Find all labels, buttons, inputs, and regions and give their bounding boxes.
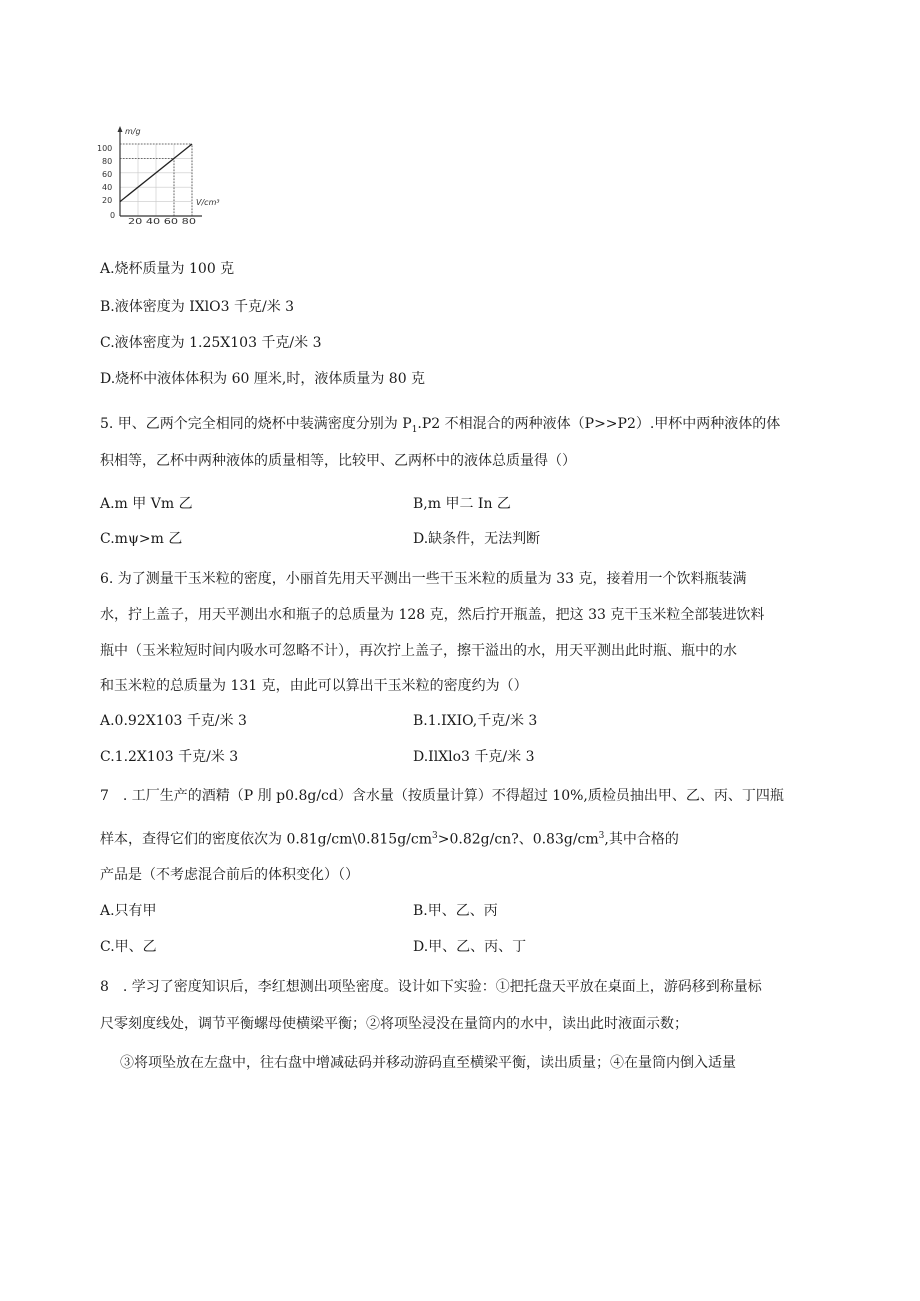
- q5-option-b: B,m 甲二 In 乙: [413, 496, 511, 512]
- q6-option-b: B.1.IXIO,千克/米 3: [413, 713, 538, 729]
- q5-subscript: 1: [411, 424, 418, 435]
- q6-stem-line4: 和玉米粒的总质量为 131 克，由此可以算出干玉米粒的密度约为（）: [100, 678, 528, 694]
- q7-text: >0.82g/cn?、0.83g/cm: [437, 831, 599, 848]
- q6-option-a: A.0.92X103 千克/米 3: [100, 713, 247, 729]
- q6-stem-line3: 瓶中（玉米粒短时间内吸水可忽略不计），再次拧上盖子，擦干溢出的水，用天平测出此时瓶、瓶中的水: [100, 643, 737, 659]
- q6-stem-line2: 水，拧上盖子，用天平测出水和瓶子的总质量为 128 克，然后拧开瓶盖，把这 33 克干玉米粒全部装进饮料: [100, 607, 765, 623]
- y-tick-label: 20: [102, 196, 113, 205]
- q7-stem-line3: 产品是（不考虑混合前后的体积变化）（）: [100, 867, 359, 883]
- q5-text: .P2 不相混合的两种液体（P>>P2）.甲杯中两种液体的体: [417, 416, 781, 432]
- q8-stem-line2: 尺零刻度线处，调节平衡螺母使横梁平衡；②将项坠浸没在量筒内的水中，读出此时液面示数；: [100, 1016, 688, 1032]
- q5-option-d: D.缺条件，无法判断: [413, 531, 541, 547]
- mass-volume-graph: [92, 124, 232, 224]
- q4-option-a: A.烧杯质量为 100 克: [100, 261, 235, 277]
- y-tick-label: 40: [102, 183, 113, 192]
- q7-stem-line2: [100, 826, 679, 850]
- q7-option-a: A.只有甲: [100, 903, 157, 919]
- q5-option-c: C.mψ>m 乙: [100, 531, 183, 547]
- q8-stem-line3: ③将项坠放在左盘中，往右盘中增减砝码并移动游码直至横梁平衡，读出质量；④在量筒内倒入适量: [120, 1055, 736, 1071]
- x-axis-label: V/cm³: [196, 198, 220, 207]
- q7-superscript: 3: [598, 831, 605, 841]
- q8-stem-line1: 8 . 学习了密度知识后，李红想测出项坠密度。设计如下实验：①把托盘天平放在桌面上，游码移到称量标: [100, 979, 762, 995]
- q7-superscript: 3: [432, 831, 438, 841]
- y-tick-label: 60: [102, 170, 113, 179]
- q6-option-d: D.IlXlo3 千克/米 3: [413, 749, 535, 765]
- q7-stem-line1: 7 . 工厂生产的酒精（P 刖 p0.8g/cd）含水量（按质量计算）不得超过 10%,质检员抽出甲、乙、丙、丁四瓶: [100, 788, 784, 804]
- q5-stem-line1: [100, 414, 780, 440]
- x-tick-labels: 20 40 60 80: [128, 217, 196, 224]
- y-axis-label: m/g: [125, 127, 141, 136]
- q7-option-d: D.甲、乙、丙、丁: [413, 939, 527, 955]
- q6-stem-line1: 6. 为了测量干玉米粒的密度，小丽首先用天平测出一些干玉米粒的质量为 33 克，接着用一个饮料瓶装满: [100, 571, 747, 587]
- graph-grid: [120, 144, 192, 216]
- y-tick-labels: [97, 144, 115, 220]
- q5-option-a: A.m 甲 Vm 乙: [100, 496, 193, 512]
- y-tick-label: 100: [97, 144, 113, 153]
- q4-option-b: B.液体密度为 IXlO3 千克/米 3: [100, 299, 295, 315]
- q4-option-c: C.液体密度为 1.25X103 千克/米 3: [100, 335, 322, 351]
- y-tick-label: 0: [110, 211, 116, 220]
- q7-option-c: C.甲、乙: [100, 939, 157, 955]
- q7-text: ,其中合格的: [604, 831, 679, 848]
- y-axis-arrow: [118, 126, 123, 132]
- q7-option-b: B.甲、乙、丙: [413, 903, 498, 919]
- q7-text: 样本，查得它们的密度依次为 0.81g/cm\0.815g/cm: [100, 831, 433, 848]
- q5-text: 5. 甲、乙两个完全相同的烧杯中装满密度分别为 P: [100, 416, 412, 432]
- q4-option-d: D.烧杯中液体体积为 60 厘米,时，液体质量为 80 克: [100, 371, 426, 387]
- y-tick-label: 80: [102, 157, 113, 166]
- q6-option-c: C.1.2X103 千克/米 3: [100, 749, 239, 765]
- q5-stem-line2: 积相等，乙杯中两种液体的质量相等，比较甲、乙两杯中的液体总质量得（）: [100, 453, 576, 469]
